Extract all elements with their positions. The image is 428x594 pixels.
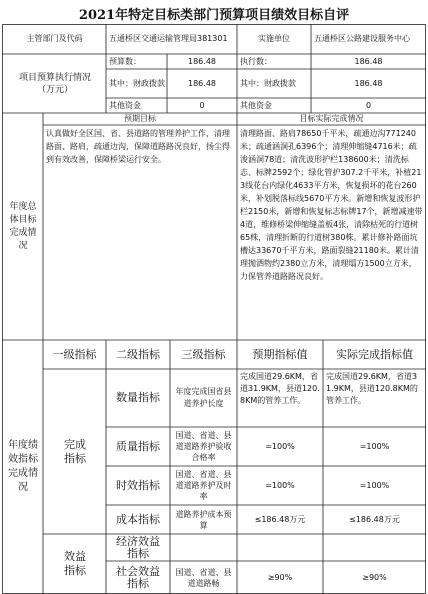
actual-cost: ≤186.48万元 [349,514,400,524]
expected-header: 预期目标 [124,114,156,123]
expected-economic [237,534,323,561]
budget-row3-k2: 其他资金 [240,100,272,110]
perf-header-expected: 预期指标值 [252,347,308,361]
actual-timeliness: =100% [359,480,390,490]
budget-row2-v2: 186.48 [354,78,383,88]
l3-cost: 道路养护成本预算 [175,509,232,530]
expected-goal-text: 认真做好全区国、省、县道路的管理养护工作，清理路面、路肩，疏通边沟，保障道路路况良好，扬尘得到有效改善，保障桥梁运行安全。 [46,129,230,164]
l3-quantity: 年度完成国省县道养护长度 [175,387,232,408]
l2-quality: 质量指标 [116,439,160,453]
actual-social: ≥90% [362,572,387,582]
expected-quality: =100% [265,441,295,451]
budget-row2-k2: 其中：财政拨款 [240,78,296,88]
budget-row1-v1: 186.48 [188,56,216,66]
budget-row1-v2: 186.48 [354,56,383,66]
actual-header: 目标实际完成情况 [299,114,364,123]
expected-cost: ≤186.48万元 [254,514,306,524]
budget-row3-v1: 0 [199,100,205,110]
actual-quality: =100% [359,441,390,451]
unit-value: 五通桥区公路建设服务中心 [314,34,410,43]
budget-row2-k1: 其中：财政拨款 [109,78,165,88]
page-title: 2021年特定目标类部门预算项目绩效目标自评 [78,8,350,23]
l3-quality: 国道、省道、县道道路养护验收合格率 [175,431,232,462]
perf-header-actual: 实际完成指标值 [336,347,413,361]
l2-quantity: 数量指标 [116,391,160,404]
perf-label: 年度绩效指标完成情况 [8,440,38,493]
dept-value: 五通桥区交通运输管理局381301 [109,34,228,43]
l2-economic: 经济效益指标 [116,534,160,560]
expected-timeliness: =100% [265,480,295,490]
l2-social: 社会效益指标 [116,564,160,590]
perf-header-l2: 二级指标 [116,347,160,361]
expected-quantity: 完成国道29.6KM，省道31.9KM，县道120.8KM的管养工作。 [240,372,320,405]
l2-cost: 成本指标 [116,512,160,526]
l2-timeliness: 时效指标 [116,478,160,492]
unit-label: 实施单位 [258,34,290,43]
actual-economic [323,534,426,561]
perf-header-l1: 一级指标 [52,347,97,361]
budget-row3-k1: 其他资金 [109,100,141,110]
dept-label: 主管部门及代码 [26,34,83,43]
budget-row1-k2: 执行数： [240,56,272,66]
l3-timeliness: 国道、省道、县道道路养护及时率 [175,470,232,501]
budget-row1-k1: 预算数： [109,56,141,66]
expected-social: ≥90% [267,572,293,582]
budget-row3-v2: 0 [365,100,372,110]
overall-label: 年度总体目标完成情况 [9,201,37,251]
budget-row2-v1: 186.48 [188,78,216,88]
l3-social: 国道、省道、县道道路畅 [175,567,232,588]
budget-label: 项目预算执行情况（万元） [18,72,91,95]
group-benefit: 效益指标 [64,550,86,577]
perf-header-l3: 三级指标 [181,347,226,361]
actual-goal-text: 清理路面、路肩78650千平米，疏通边沟771240米；疏通涵洞孔6396个；清理伸缩缝4716米；疏浚涵洞78道；清洗波形护栏138600米；清洗标志、标牌2592个；绿化管护307.2千平米，补植213线花台内绿化4633平方米，恢复损坏的花台260米，补划脱落标线5670平方米。新增和恢复波形护栏2150米，新增和恢复标志标牌17个，新增减速带4道，维修桥梁伸缩缝盖板4张，清除枯死的行道树65株，清理折断的行道树380株。累计修补路面坑槽达33670千平方米，路面裂缝21180米。累计清理抛洒物约2380立方米，清理塌方1500立方米，力保管养道路路况良好。 [240,129,423,281]
group-completion: 完成指标 [64,437,86,465]
actual-quantity: 完成国道29.6KM，省道31.9KM，县道120.8KM的管养工作。 [326,372,418,405]
l3-economic [170,534,237,561]
